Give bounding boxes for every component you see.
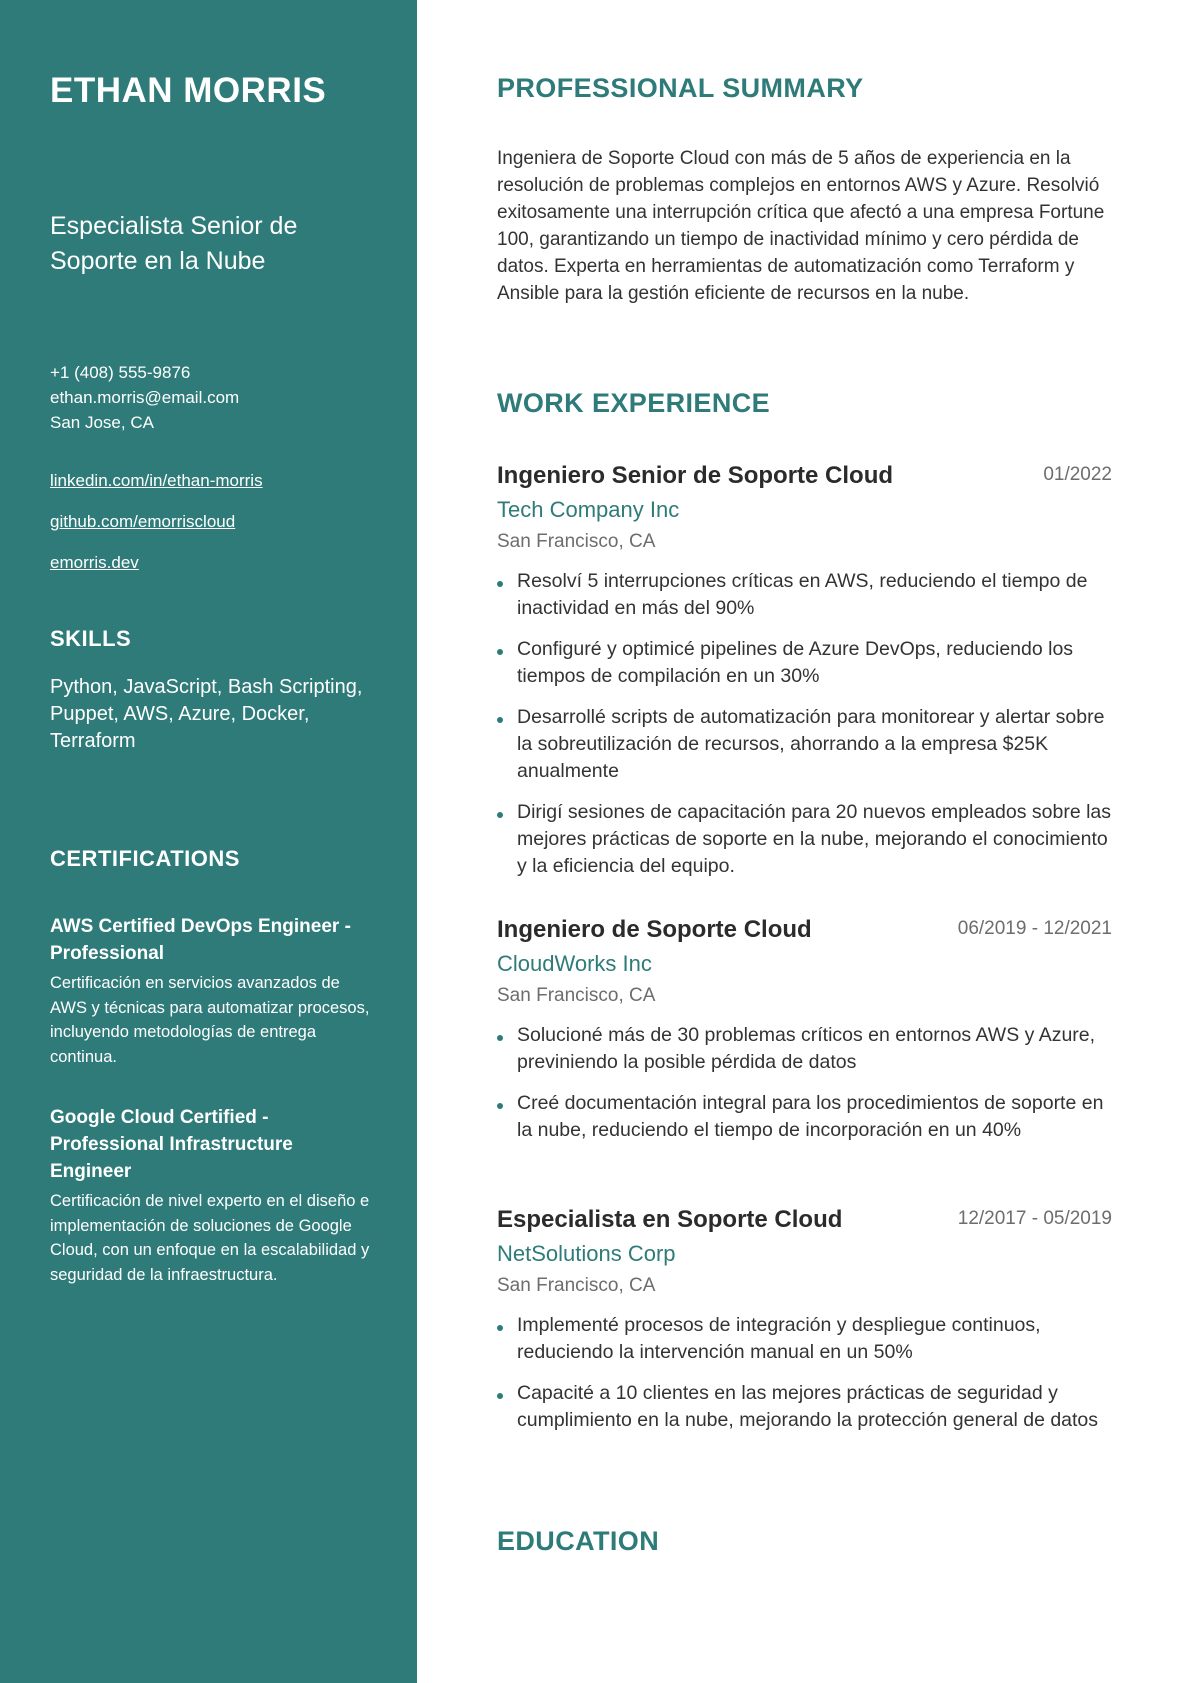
- linkedin-link[interactable]: linkedin.com/in/ethan-morris: [50, 471, 263, 490]
- bullet-dot-icon: [497, 1325, 503, 1331]
- bullet-item: [497, 636, 1112, 690]
- bullet-item: [497, 799, 1112, 880]
- job-location: San Francisco, CA: [497, 985, 656, 1006]
- bullet-item: [497, 704, 1112, 785]
- job-title: Ingeniero Senior de Soporte Cloud: [497, 462, 894, 489]
- job-header: [497, 1204, 1112, 1236]
- location-text: San Jose, CA: [50, 413, 154, 432]
- job-company: NetSolutions Corp: [497, 1241, 676, 1266]
- bullet-dot-icon: [497, 717, 503, 723]
- education-heading: EDUCATION: [497, 1526, 660, 1556]
- summary-heading: PROFESSIONAL SUMMARY: [497, 73, 864, 103]
- profile-links: [50, 469, 263, 592]
- job-header: [497, 914, 1112, 946]
- github-link[interactable]: github.com/emorriscloud: [50, 512, 236, 531]
- bullet-item: [497, 1380, 1112, 1434]
- contact-info: [50, 360, 239, 435]
- bullet-dot-icon: [497, 812, 503, 818]
- certifications-heading: CERTIFICATIONS: [50, 846, 240, 871]
- certification-item: [50, 913, 375, 1069]
- candidate-title: Especialista Senior de Soporte en la Nube: [50, 212, 298, 275]
- job-location: San Francisco, CA: [497, 1275, 656, 1296]
- bullet-text: Creé documentación integral para los procedimientos de soporte en la nube, reduciendo el tiempo de incorporación en un 40%: [517, 1092, 1104, 1141]
- certification-item: [50, 1104, 375, 1287]
- job-title: Ingeniero de Soporte Cloud: [497, 916, 812, 943]
- job-location: San Francisco, CA: [497, 531, 656, 552]
- job-company: Tech Company Inc: [497, 497, 680, 522]
- bullet-item: [497, 1090, 1112, 1144]
- job-dates: 12/2017 - 05/2019: [957, 1208, 1112, 1229]
- summary-text: Ingeniera de Soporte Cloud con más de 5 años de experiencia en la resolución de problemas complejos en entornos AWS y Azure. Resolvió exitosamente una interrupción crítica que afectó a una empresa Fortune 100, garantizando un tiempo de inactividad mínimo y cero pérdida de datos. Experta en herramientas de automatización como Terraform y Ansible para la gestión eficiente de recursos en la nube.: [497, 148, 1105, 304]
- website-link[interactable]: emorris.dev: [50, 553, 139, 572]
- certification-name: AWS Certified DevOps Engineer - Professional: [50, 916, 351, 964]
- skills-heading: SKILLS: [50, 626, 132, 651]
- bullet-item: [497, 1022, 1112, 1076]
- sidebar: [0, 0, 417, 1683]
- job-dates: 06/2019 - 12/2021: [957, 918, 1112, 939]
- bullet-dot-icon: [497, 1393, 503, 1399]
- bullet-item: [497, 568, 1112, 622]
- bullet-dot-icon: [497, 1035, 503, 1041]
- bullet-text: Configuré y optimicé pipelines de Azure DevOps, reduciendo los tiempos de compilación en un 30%: [517, 638, 1074, 687]
- bullet-text: Solucioné más de 30 problemas críticos en entornos AWS y Azure, previniendo la posible pérdida de datos: [517, 1024, 1096, 1073]
- bullet-dot-icon: [497, 581, 503, 587]
- skills-list: Python, JavaScript, Bash Scripting, Puppet, AWS, Azure, Docker, Terraform: [50, 676, 363, 752]
- main-content: [497, 0, 1112, 1683]
- job-entry: [497, 460, 1112, 894]
- certification-name: Google Cloud Certified - Professional Infrastructure Engineer: [50, 1107, 293, 1182]
- bullet-text: Implementé procesos de integración y despliegue continuos, reduciendo la intervención manual en un 50%: [517, 1314, 1041, 1363]
- bullet-dot-icon: [497, 1103, 503, 1109]
- bullet-text: Capacité a 10 clientes en las mejores prácticas de seguridad y cumplimiento en la nube, mejorando la protección general de datos: [517, 1382, 1099, 1431]
- job-dates: 01/2022: [1043, 464, 1112, 485]
- job-entry: [497, 1204, 1112, 1448]
- candidate-name: ETHAN MORRIS: [50, 71, 327, 110]
- job-header: [497, 460, 1112, 492]
- job-bullets: [497, 1022, 1112, 1144]
- bullet-text: Desarrollé scripts de automatización para monitorear y alertar sobre la sobreutilización de recursos, ahorrando a la empresa $25K anualmente: [517, 706, 1105, 782]
- job-bullets: [497, 1312, 1112, 1434]
- job-title: Especialista en Soporte Cloud: [497, 1206, 843, 1233]
- job-entry: [497, 914, 1112, 1158]
- experience-heading: WORK EXPERIENCE: [497, 388, 771, 418]
- bullet-item: [497, 1312, 1112, 1366]
- job-bullets: [497, 568, 1112, 880]
- phone-text: +1 (408) 555-9876: [50, 363, 191, 382]
- email-text: ethan.morris@email.com: [50, 388, 240, 407]
- certification-description: Certificación en servicios avanzados de AWS y técnicas para automatizar procesos, incluyendo metodologías de entrega continua.: [50, 974, 370, 1066]
- bullet-text: Dirigí sesiones de capacitación para 20 nuevos empleados sobre las mejores prácticas de soporte en la nube, mejorando el conocimiento y la eficiencia del equipo.: [517, 801, 1112, 877]
- job-company: CloudWorks Inc: [497, 951, 652, 976]
- bullet-dot-icon: [497, 649, 503, 655]
- bullet-text: Resolví 5 interrupciones críticas en AWS, reduciendo el tiempo de inactividad en más del 90%: [517, 570, 1088, 619]
- certification-description: Certificación de nivel experto en el diseño e implementación de soluciones de Google Cloud, con un enfoque en la escalabilidad y seguridad de la infraestructura.: [50, 1192, 370, 1284]
